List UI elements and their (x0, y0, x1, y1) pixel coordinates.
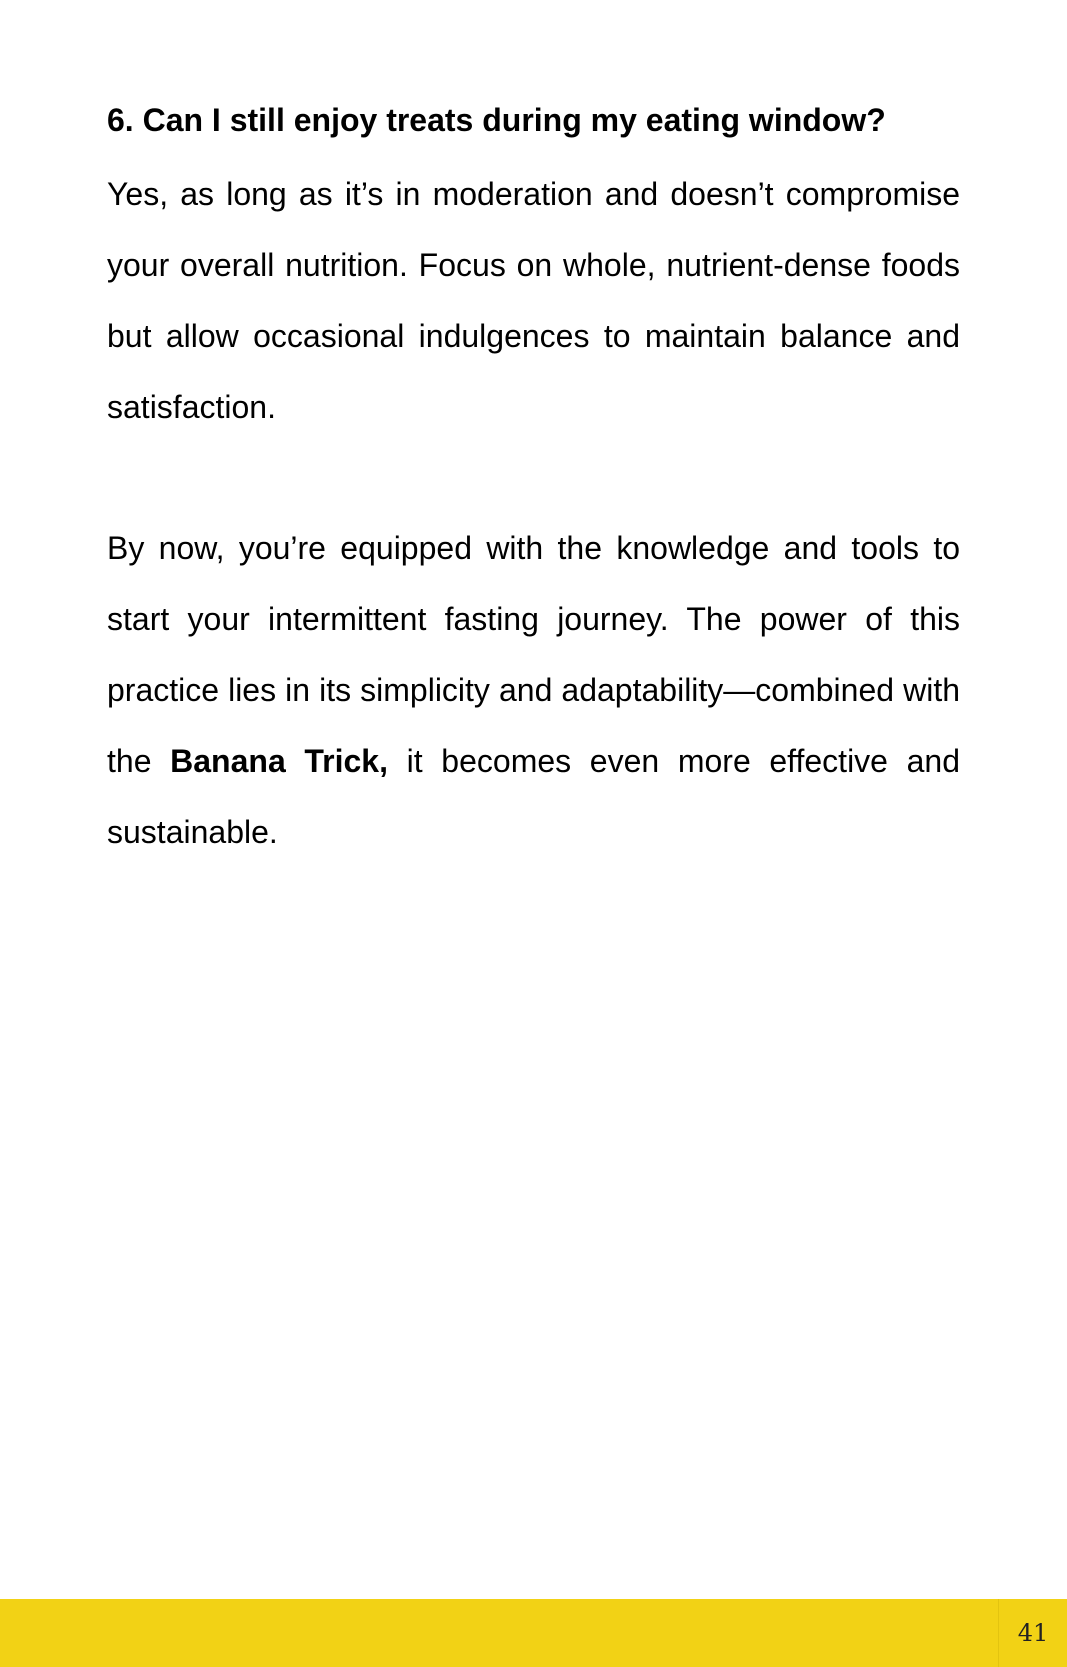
faq-question-heading: 6. Can I still enjoy treats during my eating window? (107, 102, 886, 138)
conclusion-text-start: By now, you’re equipped with the knowledge and tools to start your intermittent fasting journey. The power of this practice lies in its simplicity and adaptability—combined with the (107, 530, 960, 779)
faq-answer-paragraph: Yes, as long as it’s in moderation and doesn’t compromise your overall nutrition. Focus on whole, nutrient-dense foods but allow occasional indulgences to maintain balance and satisfaction. (107, 176, 960, 425)
page-content (107, 88, 960, 868)
page-number: 41 (998, 1599, 1067, 1667)
banana-trick-emphasis: Banana Trick, (170, 743, 388, 779)
paragraph-spacer (107, 443, 960, 513)
conclusion-text-end: it becomes even more effective and sustainable. (107, 743, 961, 850)
conclusion-paragraph (107, 513, 960, 868)
footer-bar (0, 1599, 1067, 1667)
